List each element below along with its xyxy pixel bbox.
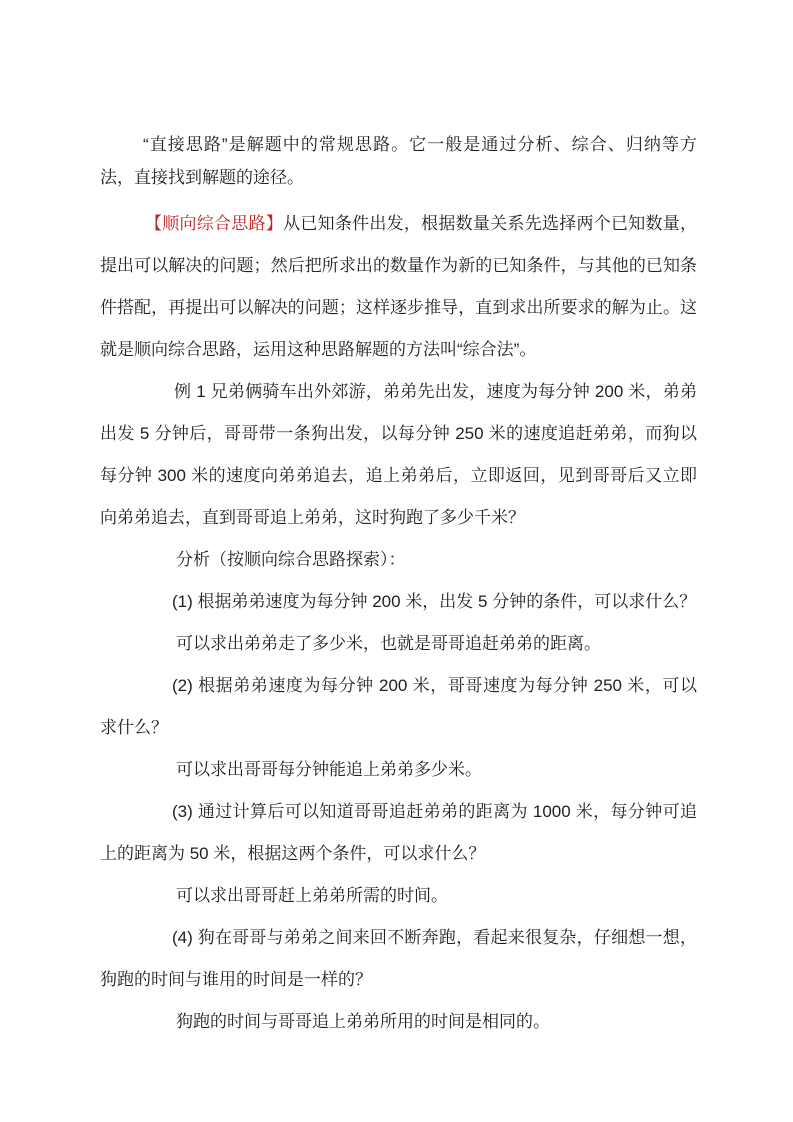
answer-paragraph-4: 狗跑的时间与哥哥追上弟弟所用的时间是相同的。 — [176, 1012, 550, 1031]
answer-paragraph-3: 可以求出哥哥赶上弟弟所需的时间。 — [176, 886, 448, 905]
method-paragraph — [100, 203, 697, 371]
answer-paragraph-2: 可以求出哥哥每分钟能追上弟弟多少米。 — [176, 760, 482, 779]
question-paragraph-3: (3) 通过计算后可以知道哥哥追赶弟弟的距离为 1000 米，每分钟可追上的距离为 50 米，根据这两个条件，可以求什么？ — [100, 802, 697, 863]
question-paragraph-4: (4) 狗在哥哥与弟弟之间来回不断奔跑，看起来很复杂，仔细想一想，狗跑的时间与谁用的时间是一样的？ — [100, 928, 697, 989]
method-label: 【顺向综合思路】 — [145, 214, 284, 233]
answer-paragraph-1: 可以求出弟弟走了多少米，也就是哥哥追赶弟弟的距离。 — [176, 634, 601, 653]
example-paragraph: 例 1 兄弟俩骑车出外郊游，弟弟先出发，速度为每分钟 200 米，弟弟出发 5 分钟后，哥哥带一条狗出发，以每分钟 250 米的速度追赶弟弟，而狗以每分钟 300 米的速度向弟弟追去，追上弟弟后，立即返回，见到哥哥后又立即向弟弟追去，直到哥哥追上弟弟，这时狗跑了多少千米？ — [100, 382, 697, 527]
analysis-heading: 分析（按顺向综合思路探索）： — [176, 550, 406, 569]
question-paragraph-2: (2) 根据弟弟速度为每分钟 200 米，哥哥速度为每分钟 250 米，可以求什么？ — [100, 676, 697, 737]
method-body-text: 从已知条件出发，根据数量关系先选择两个已知数量，提出可以解决的问题；然后把所求出的数量作为新的已知条件，与其他的已知条件搭配，再提出可以解决的问题；这样逐步推导，直到求出所要求的解为止。这就是顺向综合思路，运用这种思路解题的方法叫“综合法”。 — [100, 214, 698, 359]
question-paragraph-1: (1) 根据弟弟速度为每分钟 200 米，出发 5 分钟的条件，可以求什么？ — [172, 592, 697, 611]
intro-paragraph: “直接思路”是解题中的常规思路。它一般是通过分析、综合、归纳等方法，直接找到解题的途径。 — [100, 135, 697, 187]
